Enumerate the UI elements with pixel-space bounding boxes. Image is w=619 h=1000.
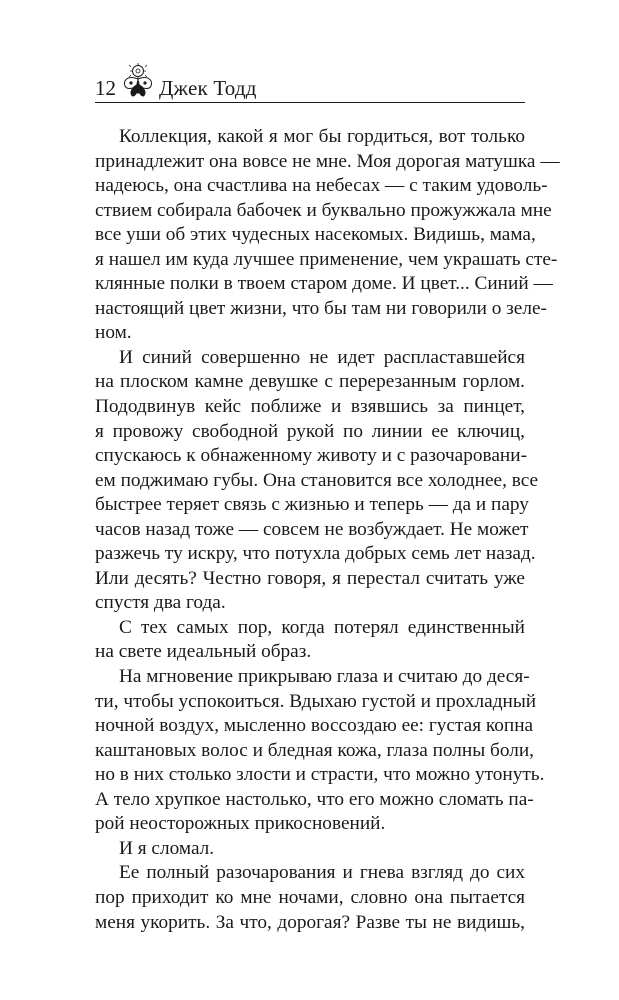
text-line: пор приходит ко мне ночами, словно она пытается	[95, 886, 525, 908]
running-head-author: Джек Тодд	[159, 76, 257, 100]
moth-skull-emblem-icon	[122, 62, 154, 100]
text-line: спускаюсь к обнаженному животу и с разочаровани-	[95, 445, 527, 467]
text-line: каштановых волос и бледная кожа, глаза полны боли,	[95, 739, 534, 761]
text-line: я провожу свободной рукой по линии ее ключиц,	[95, 420, 525, 442]
text-line: А тело хрупкое настолько, что его можно сломать па-	[95, 788, 534, 810]
text-line: ном.	[95, 322, 132, 344]
paragraph	[95, 346, 539, 616]
paragraph	[95, 665, 545, 837]
text-line: настоящий цвет жизни, что бы там ни говорили о зеле-	[95, 297, 547, 319]
text-line: ти, чтобы успокоиться. Вдыхаю густой и прохладный	[95, 690, 537, 712]
text-line: надеюсь, она счастлива на небесах — с таким удоволь-	[95, 175, 548, 197]
body-text	[95, 125, 560, 935]
text-line: Ее полный разочарования и гнева взгляд до сих	[119, 862, 525, 884]
text-line: все уши об этих чудесных насекомых. Видишь, мама,	[95, 224, 536, 246]
header-rule	[95, 102, 525, 103]
text-line: И синий совершенно не идет распластавшейся	[119, 346, 525, 368]
text-line: я нашел им куда лучшее применение, чем украшать сте-	[95, 248, 558, 270]
text-line: Пододвинув кейс поближе и взявшись за пинцет,	[95, 396, 525, 418]
text-line: на свете идеальный образ.	[95, 641, 312, 663]
text-line: ствием собирала бабочек и буквально прожужжала мне	[95, 199, 552, 221]
text-line: часов назад тоже — совсем не возбуждает. Не может	[95, 518, 529, 540]
text-line: на плоском камне девушке с перерезанным горлом.	[95, 371, 525, 393]
paragraph	[95, 837, 525, 862]
text-line: клянные полки в твоем старом доме. И цвет... Синий —	[95, 273, 553, 295]
text-line: разжечь ту искру, что потухла добрых семь лет назад.	[95, 543, 536, 565]
text-line: И я сломал.	[119, 837, 215, 859]
text-line: меня укорить. За что, дорогая? Разве ты не видишь,	[95, 911, 525, 933]
paragraph	[95, 616, 525, 665]
text-line: принадлежит она вовсе не мне. Моя дорогая матушка —	[95, 150, 560, 172]
text-line: С тех самых пор, когда потерял единственный	[119, 616, 525, 638]
paragraph	[95, 125, 560, 346]
paragraph	[95, 861, 525, 935]
page-header	[95, 62, 525, 104]
text-line: рой неосторожных прикосновений.	[95, 813, 386, 835]
text-line: Коллекция, какой я мог бы гордиться, вот только	[119, 126, 525, 147]
text-line: спустя два года.	[95, 592, 226, 614]
text-line: Или десять? Честно говоря, я перестал считать уже	[95, 567, 525, 589]
page-number: 12	[95, 76, 116, 100]
text-line: ем поджимаю губы. Она становится все холоднее, все	[95, 469, 539, 491]
text-line: быстрее теряет связь с жизнью и теперь — да и пару	[95, 494, 529, 516]
text-line: но в них столько злости и страсти, что можно утонуть.	[95, 764, 545, 786]
text-line: ночной воздух, мысленно воссоздаю ее: густая копна	[95, 715, 534, 737]
text-line: На мгновение прикрываю глаза и считаю до деся-	[119, 666, 530, 688]
